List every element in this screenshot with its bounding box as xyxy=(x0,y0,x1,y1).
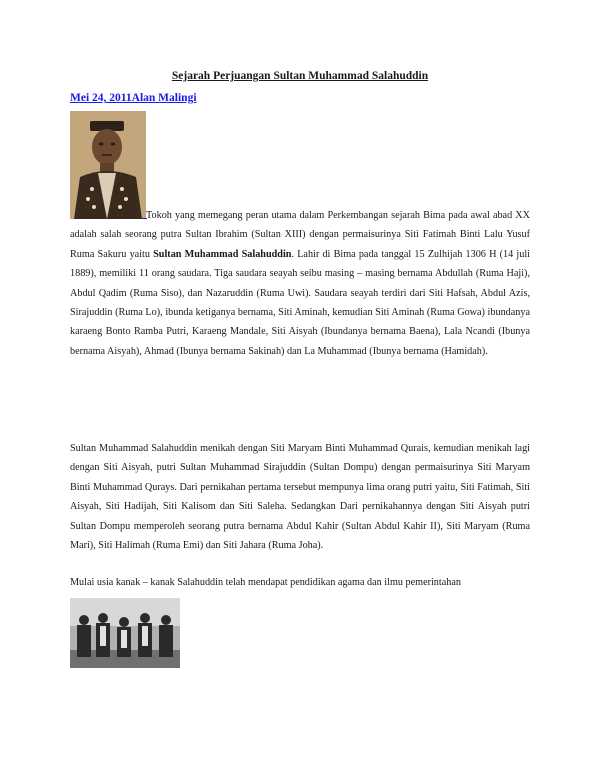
paragraph-1-text-end: . Lahir di Bima pada tanggal 15 Zulhijah 1306 H (14 juli 1889), memiliki 11 orang saudara. Tiga saudara seayah seibu masing – masing bernama Abdullah (Ruma Haji), Abdul Qadim (Ruma Siso), dan Nazaruddin (Ruma Uwi). Saudara seayah terdiri dari Siti Hafsah, Abdul Azis, Sirajuddin (Ruma Lo), ibunda ketiganya bernama, Siti Aminah, kemudian Siti Aminah (Ruma Gowa) ibundanya karaeng Bonto Ramba Putri, Karaeng Mandale, Siti Aisyah (Ibundanya bernama Baena), Lala Ncandi (Ibunya bernama Aisyah), Ahmad (Ibunya bernama Sakinah) dan La Muhammad (Ibunya bernama (Hamidah). xyxy=(70,248,530,357)
paragraph-1-text-start: Tokoh yang memegang peran utama dalam Perkembangan sejarah Bima pada awal abad XX adalah salah seorang putra Sultan Ibrahim (Sultan XIII) dengan permaisurinya Siti Fatimah Binti Lalu Yusuf Ruma Sakuru yaitu xyxy=(70,210,530,260)
post-author[interactable]: Alan Malingi xyxy=(131,92,197,104)
sultan-name-bold: Sultan Muhammad Salahuddin xyxy=(153,248,292,260)
paragraph-3: Mulai usia kanak – kanak Salahuddin telah mendapat pendidikan agama dan ilmu pemerintahan xyxy=(70,577,461,588)
article-title: Sejarah Perjuangan Sultan Muhammad Salahuddin xyxy=(171,70,429,82)
sultan-portrait-image xyxy=(70,111,146,219)
paragraph-2: Sultan Muhammad Salahuddin menikah dengan Siti Maryam Binti Muhammad Qurais, kemudian menikah lagi dengan Siti Aisyah, putri Sultan Muhammad Sirajuddin (Sultan Dompu) dengan permaisurinya Siti Maryam Binti Muhammad Qurays. Dari pernikahan pertama tersebut mempunya lima orang putri yaitu, Siti Fatimah, Siti Aisyah, Siti Hadijah, Siti Kalisom dan Siti Saleha. Sedangkan Dari pernikahannya dengan Siti Aisyah putri Sultan Dompu memperoleh seorang putra bernama Abdul Kahir (Sultan Abdul Kahir II), Siti Maryam (Ruma Mari), Siti Halimah (Ruma Emi) dan Siti Jahara (Ruma Joha). xyxy=(70,443,530,552)
byline-link[interactable] xyxy=(70,92,197,104)
paragraph-1 xyxy=(70,206,530,361)
group-photo-image xyxy=(70,598,180,668)
post-date[interactable]: Mei 24, 2011 xyxy=(70,92,132,104)
